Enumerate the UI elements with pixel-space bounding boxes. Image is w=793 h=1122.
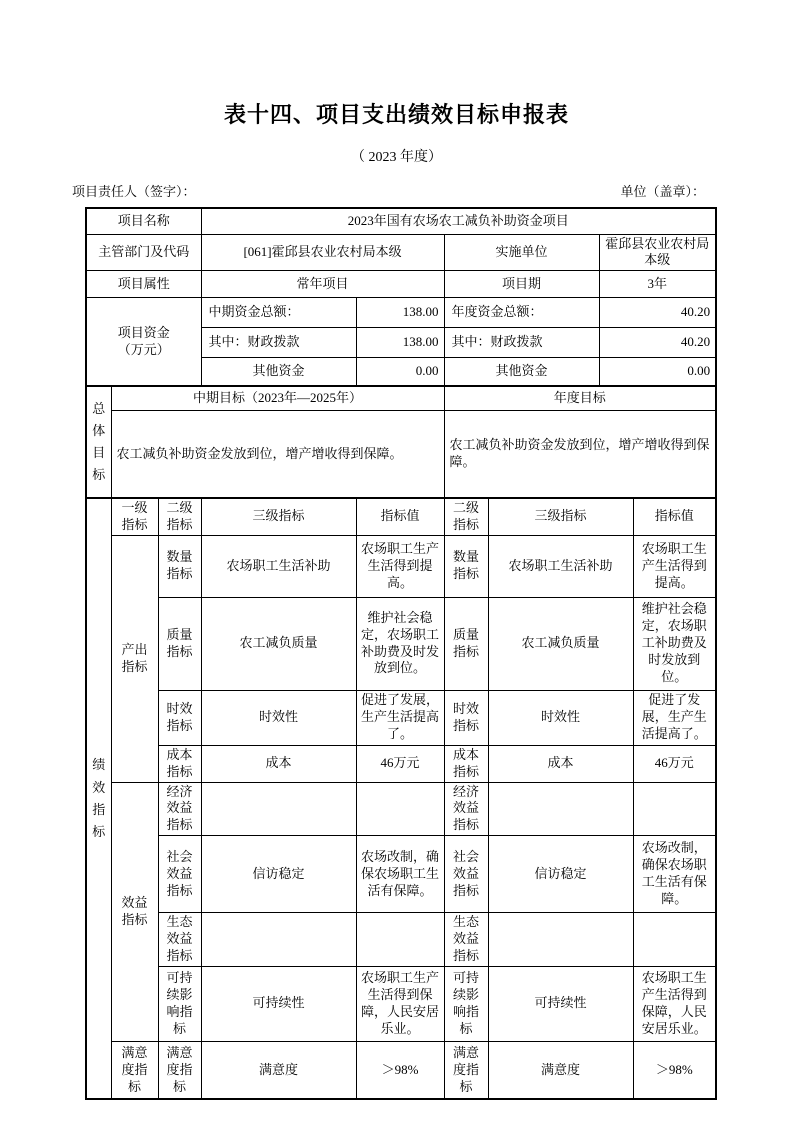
row-sustainability (86, 966, 716, 1041)
perf-value-right (633, 782, 716, 836)
perf-l2-right: 时效指标 (444, 690, 488, 745)
row-attribute (86, 271, 716, 298)
row-project-name (86, 208, 716, 234)
perf-value-right: 促进了发展，生产生活提高了。 (633, 690, 716, 745)
perf-l3-right: 可持续性 (488, 966, 633, 1041)
dept-label: 主管部门及代码 (86, 234, 201, 271)
perf-l3 (201, 782, 356, 836)
perf-l3-right: 信访稳定 (488, 836, 633, 913)
perf-l2-right: 经济效益指标 (444, 782, 488, 836)
goal-year-text: 农工减负补助资金发放到位，增产增收得到保障。 (444, 411, 716, 498)
perf-l2: 时效指标 (158, 690, 201, 745)
perf-label: 绩效指标 (86, 498, 111, 1100)
perf-value-right: 维护社会稳定，农场职工补助费及时发放到位。 (633, 597, 716, 690)
perf-value: 维护社会稳定，农场职工补助费及时发放到位。 (356, 597, 444, 690)
page-title: 表十四、项目支出绩效目标申报表 (223, 102, 569, 127)
perf-l3 (201, 913, 356, 967)
perf-value: 促进了发展，生产生活提高了。 (356, 690, 444, 745)
impl-value: 霍邱县农业农村局本级 (599, 234, 716, 271)
goal-mid-text: 农工减负补助资金发放到位，增产增收得到保障。 (111, 411, 444, 498)
perf-l3: 成本 (201, 745, 356, 782)
perf-l3-right: 农工减负质量 (488, 597, 633, 690)
perf-value: 农场改制，确保农场职工生活有保障。 (356, 836, 444, 913)
perf-value (356, 782, 444, 836)
period-label: 项目期 (444, 271, 599, 298)
funds-year-fiscal-value: 40.20 (599, 328, 716, 358)
row-timeliness (86, 690, 716, 745)
funds-mid-total-value: 138.00 (356, 298, 444, 328)
perf-l3-right: 时效性 (488, 690, 633, 745)
row-goal-text (86, 411, 716, 498)
perf-header-l3-right: 三级指标 (488, 498, 633, 535)
perf-l2: 可持续影响指标 (158, 966, 201, 1041)
perf-value: 农场职工生产生活得到保障，人民安居乐业。 (356, 966, 444, 1041)
perf-value: 农场职工生产生活得到提高。 (356, 535, 444, 597)
performance-target-table (85, 207, 717, 1100)
perf-value-right: 农场职工生产生活得到提高。 (633, 535, 716, 597)
perf-l3-right: 农场职工生活补助 (488, 535, 633, 597)
seal-label: 单位（盖章）： (620, 184, 705, 199)
perf-l2: 社会效益指标 (158, 836, 201, 913)
perf-header-value: 指标值 (356, 498, 444, 535)
perf-header-l3: 三级指标 (201, 498, 356, 535)
perf-value-right (633, 913, 716, 967)
row-funds-total (86, 298, 716, 328)
perf-header-value-right: 指标值 (633, 498, 716, 535)
row-satisfaction (86, 1041, 716, 1099)
perf-l2-right: 数量指标 (444, 535, 488, 597)
perf-l3: 可持续性 (201, 966, 356, 1041)
perf-l3-right: 成本 (488, 745, 633, 782)
project-name-label: 项目名称 (86, 208, 201, 234)
perf-l3: 农场职工生活补助 (201, 535, 356, 597)
goal-mid-header: 中期目标（2023年—2025年） (111, 386, 444, 411)
perf-l2: 数量指标 (158, 535, 201, 597)
perf-group-benefit: 效益指标 (111, 782, 158, 1041)
row-perf-header (86, 498, 716, 535)
perf-header-l2-right: 二级指标 (444, 498, 488, 535)
funds-year-other-value: 0.00 (599, 358, 716, 386)
signer-label: 项目责任人（签字）： (72, 184, 196, 199)
perf-value: 46万元 (356, 745, 444, 782)
perf-l3: 信访稳定 (201, 836, 356, 913)
perf-value-right: 46万元 (633, 745, 716, 782)
funds-mid-fiscal-label: 其中：财政拨款 (201, 328, 356, 358)
perf-l2-right: 社会效益指标 (444, 836, 488, 913)
attr-value: 常年项目 (201, 271, 444, 298)
perf-l2-right: 质量指标 (444, 597, 488, 690)
perf-l3: 满意度 (201, 1041, 356, 1099)
perf-header-l2: 二级指标 (158, 498, 201, 535)
funds-label: 项目资金（万元） (86, 298, 201, 386)
impl-label: 实施单位 (444, 234, 599, 271)
funds-year-other-label: 其他资金 (444, 358, 599, 386)
goal-year-header: 年度目标 (444, 386, 716, 411)
perf-l3-right (488, 782, 633, 836)
page-subtitle: （ 2023 年度） (351, 150, 442, 165)
perf-l2: 生态效益指标 (158, 913, 201, 967)
funds-mid-other-label: 其他资金 (201, 358, 356, 386)
period-value: 3年 (599, 271, 716, 298)
perf-group-satisfaction: 满意度指标 (111, 1041, 158, 1099)
perf-l2-right: 生态效益指标 (444, 913, 488, 967)
signature-row (72, 181, 705, 200)
funds-mid-fiscal-value: 138.00 (356, 328, 444, 358)
perf-group-output: 产出指标 (111, 535, 158, 782)
perf-l3-right: 满意度 (488, 1041, 633, 1099)
row-quantity (86, 535, 716, 597)
funds-year-total-value: 40.20 (599, 298, 716, 328)
perf-l2-right: 可持续影响指标 (444, 966, 488, 1041)
funds-mid-total-label: 中期资金总额： (201, 298, 356, 328)
perf-l3-right (488, 913, 633, 967)
perf-value-right: 农场改制，确保农场职工生活有保障。 (633, 836, 716, 913)
row-quality (86, 597, 716, 690)
row-eco-benefit (86, 913, 716, 967)
attr-label: 项目属性 (86, 271, 201, 298)
perf-l3: 农工减负质量 (201, 597, 356, 690)
perf-l2: 成本指标 (158, 745, 201, 782)
perf-l2: 满意度指标 (158, 1041, 201, 1099)
perf-value-right: 农场职工生产生活得到保障，人民安居乐业。 (633, 966, 716, 1041)
perf-l2-right: 满意度指标 (444, 1041, 488, 1099)
perf-l2-right: 成本指标 (444, 745, 488, 782)
perf-value-right: ＞98% (633, 1041, 716, 1099)
perf-value: ＞98% (356, 1041, 444, 1099)
row-cost (86, 745, 716, 782)
dept-value: [061]霍邱县农业农村局本级 (201, 234, 444, 271)
row-economic-benefit (86, 782, 716, 836)
perf-value (356, 913, 444, 967)
funds-mid-other-value: 0.00 (356, 358, 444, 386)
funds-year-fiscal-label: 其中：财政拨款 (444, 328, 599, 358)
row-goal-header (86, 386, 716, 411)
perf-l2: 质量指标 (158, 597, 201, 690)
row-social-benefit (86, 836, 716, 913)
perf-header-l1: 一级指标 (111, 498, 158, 535)
perf-l3: 时效性 (201, 690, 356, 745)
row-department (86, 234, 716, 271)
project-name-value: 2023年国有农场农工减负补助资金项目 (201, 208, 716, 234)
funds-year-total-label: 年度资金总额： (444, 298, 599, 328)
goal-label: 总体目标 (86, 386, 111, 498)
perf-l2: 经济效益指标 (158, 782, 201, 836)
